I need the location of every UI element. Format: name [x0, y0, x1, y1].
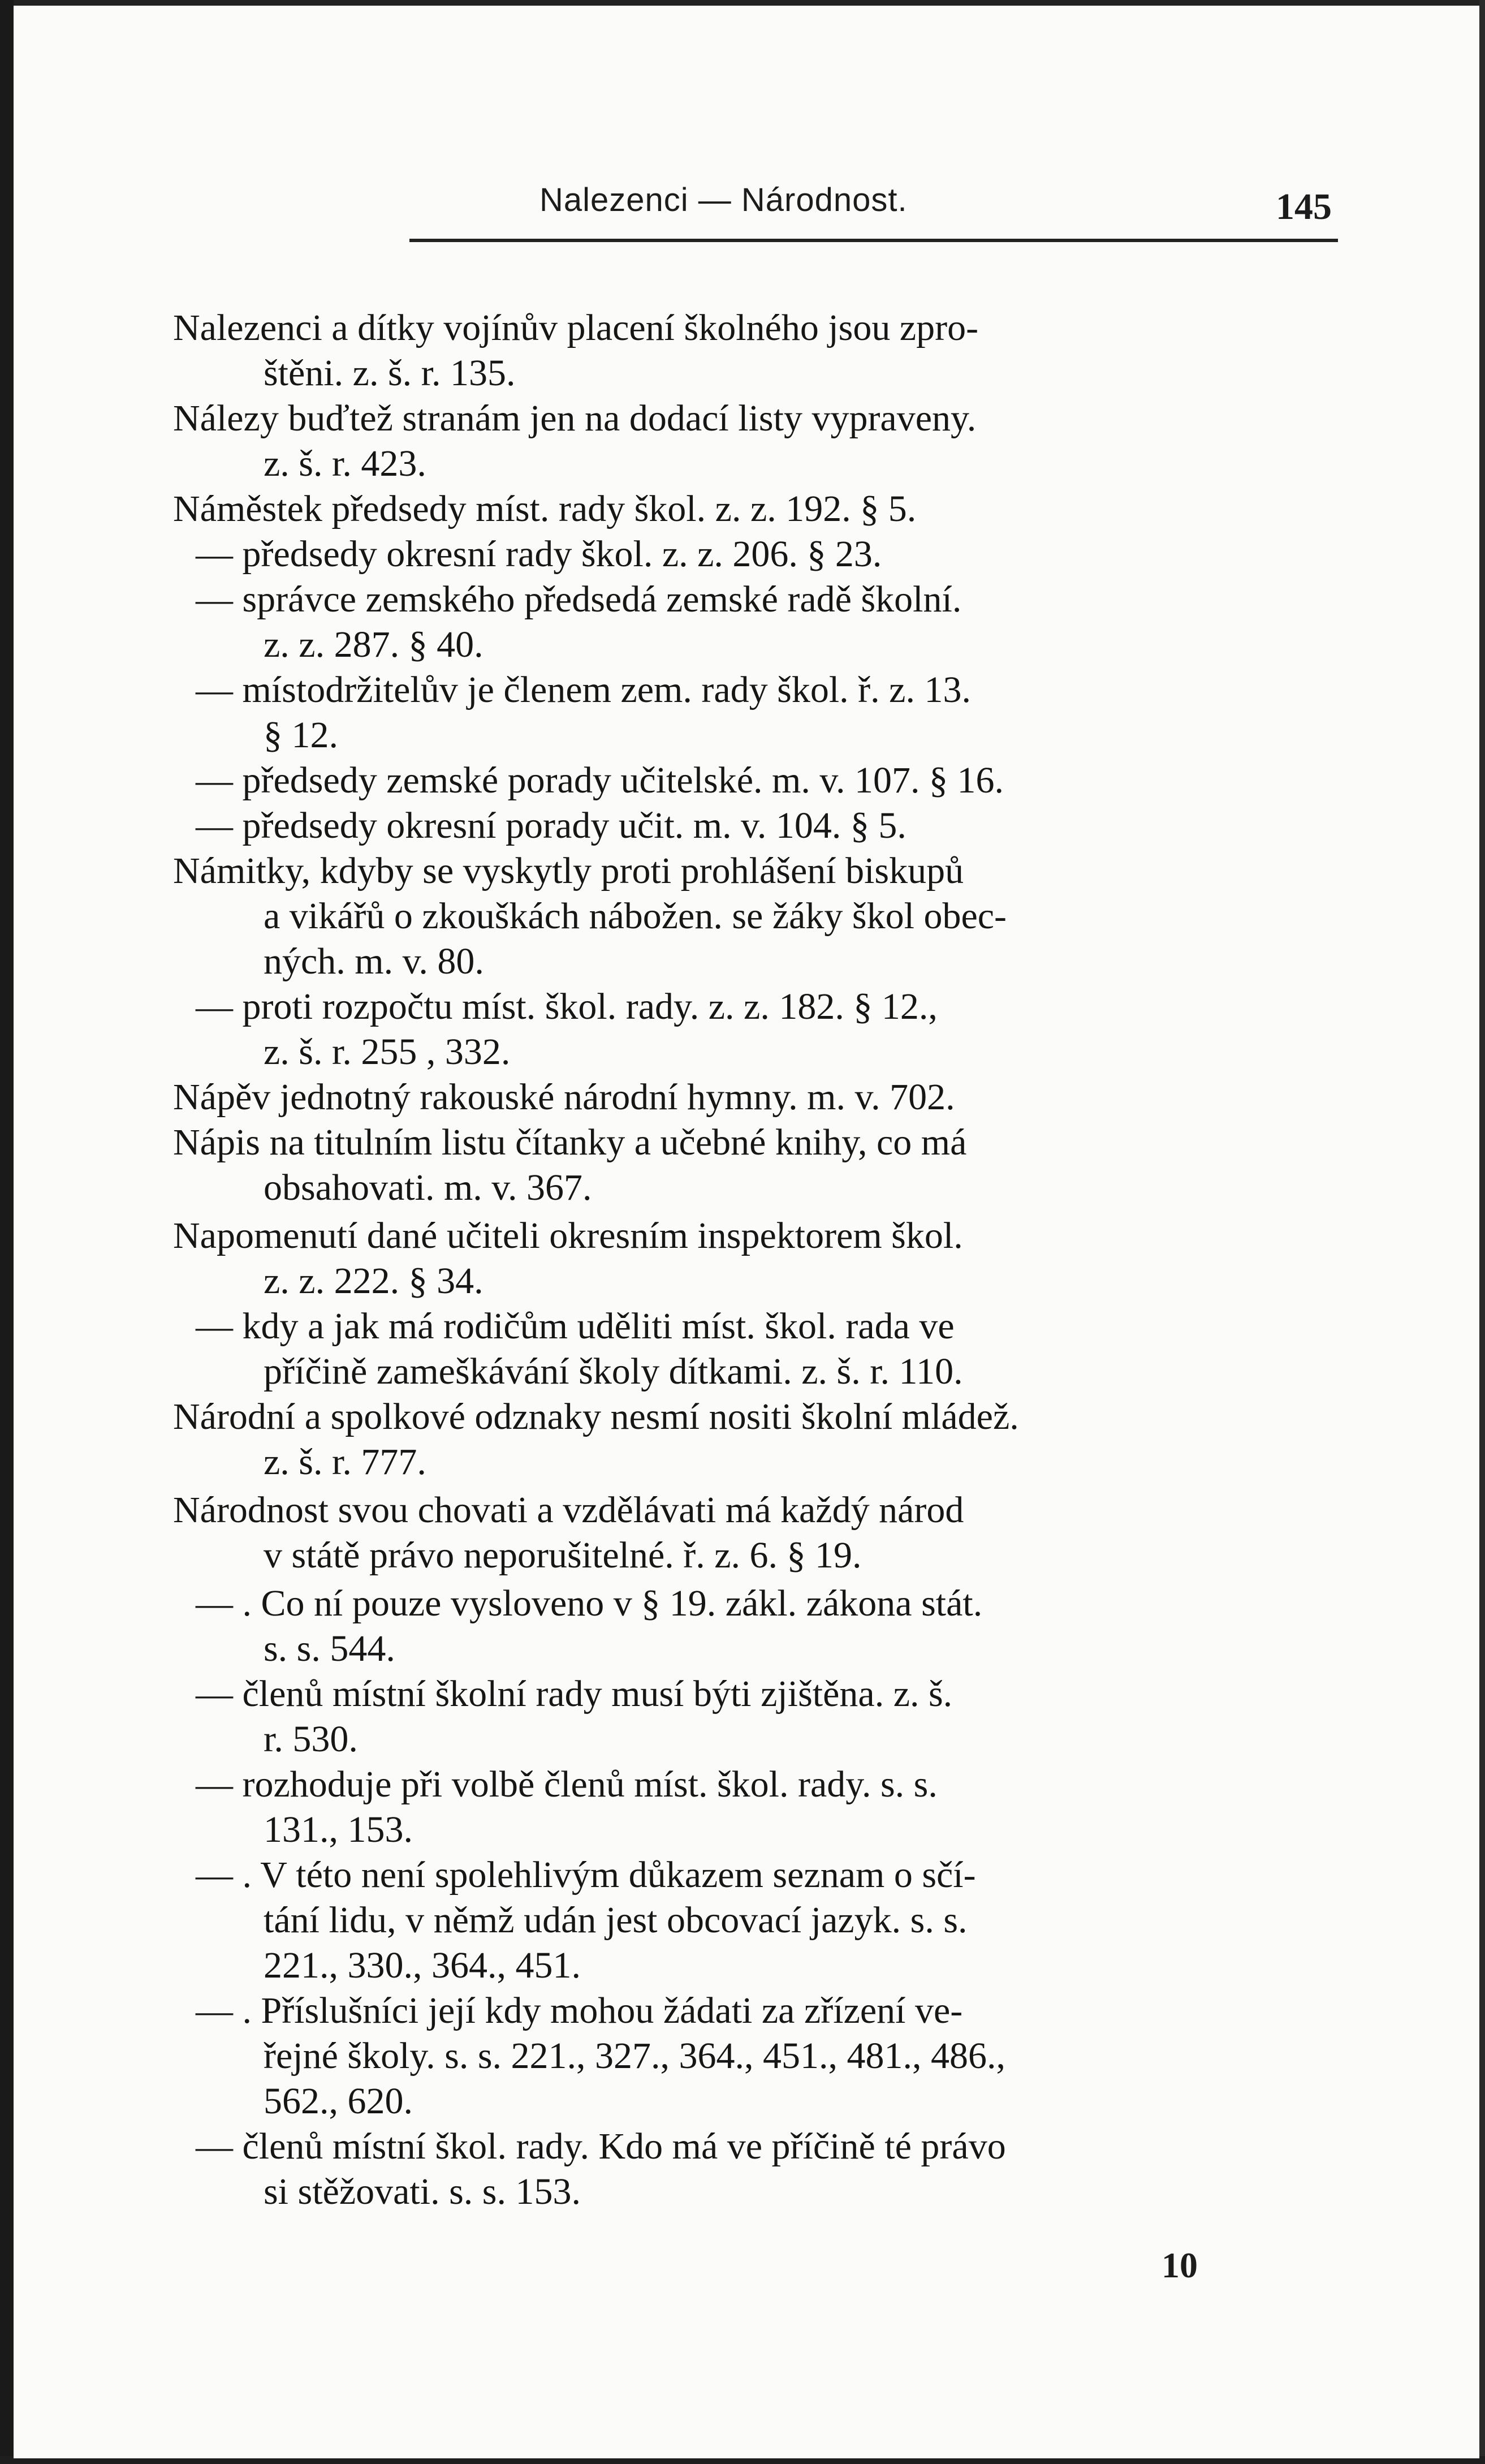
running-title: Nalezenci — Národnost.: [539, 182, 908, 218]
page-number: 145: [1276, 186, 1332, 227]
entry-line: z. š. r. 255 , 332.: [264, 1031, 511, 1072]
entry-line: — předsedy okresní rady škol. z. z. 206. § 23.: [196, 533, 882, 575]
entry-line: — kdy a jak má rodičům uděliti míst. škol. rada ve: [196, 1306, 955, 1347]
entry-line: si stěžovati. s. s. 153.: [264, 2171, 581, 2212]
entry-line: z. z. 287. § 40.: [264, 624, 484, 665]
entry-line: z. š. r. 423.: [264, 443, 426, 484]
entry-line: Napomenutí dané učiteli okresním inspektorem škol.: [173, 1215, 963, 1256]
entry-line: — předsedy zemské porady učitelské. m. v. 107. § 16.: [196, 760, 1004, 801]
entry-line: — . V této není spolehlivým důkazem seznam o sčí-: [196, 1854, 976, 1896]
entry-line: r. 530.: [264, 1718, 358, 1760]
entry-line: Nápěv jednotný rakouské národní hymny. m. v. 702.: [173, 1076, 955, 1118]
entry-line: — členů místní školní rady musí býti zjištěna. z. š.: [196, 1673, 953, 1715]
entry-line: obsahovati. m. v. 367.: [264, 1167, 592, 1208]
entry-line: tání lidu, v němž udán jest obcovací jazyk. s. s.: [264, 1899, 968, 1941]
printer-signature: 10: [1162, 2245, 1198, 2285]
header-rule: [409, 239, 1338, 242]
entry-line: — rozhoduje při volbě členů míst. škol. rady. s. s.: [196, 1764, 938, 1805]
scan-border-left: [0, 0, 14, 2464]
entry-line: — správce zemského předsedá zemské radě školní.: [196, 579, 962, 620]
entry-line: — členů místní škol. rady. Kdo má ve příčině té právo: [196, 2126, 1006, 2167]
scan-border-right: [1479, 0, 1485, 2464]
entry-line: § 12.: [264, 714, 338, 756]
entry-line: z. š. r. 777.: [264, 1441, 426, 1483]
entry-line: 131., 153.: [264, 1809, 413, 1850]
entry-line: Národnost svou chovati a vzdělávati má každý národ: [173, 1489, 964, 1531]
entry-line: — místodržitelův je členem zem. rady škol. ř. z. 13.: [196, 669, 971, 710]
entry-line: 562., 620.: [264, 2080, 413, 2122]
entry-line: a vikářů o zkouškách nábožen. se žáky škol obec-: [264, 895, 1007, 937]
entry-line: z. z. 222. § 34.: [264, 1260, 484, 1302]
entry-line: Námitky, kdyby se vyskytly proti prohlášení biskupů: [173, 850, 964, 891]
entry-line: Nálezy buďtež stranám jen na dodací listy vypraveny.: [173, 398, 977, 439]
entry-line: — . Příslušníci její kdy mohou žádati za zřízení ve-: [196, 1990, 963, 2031]
entry-line: 221., 330., 364., 451.: [264, 1945, 581, 1986]
entry-line: Nalezenci a dítky vojínův placení školného jsou zpro-: [173, 307, 979, 348]
entry-line: — předsedy okresní porady učit. m. v. 104. § 5.: [196, 805, 906, 846]
entry-line: v státě právo neporušitelné. ř. z. 6. § 19.: [264, 1535, 862, 1576]
entry-line: — . Co ní pouze vysloveno v § 19. zákl. zákona stát.: [196, 1583, 983, 1624]
entry-line: ných. m. v. 80.: [264, 941, 484, 982]
entry-line: štěni. z. š. r. 135.: [264, 352, 516, 394]
entry-line: řejné školy. s. s. 221., 327., 364., 451., 481., 486.,: [264, 2035, 1006, 2077]
scan-border-top: [0, 0, 1485, 6]
entry-line: Národní a spolkové odznaky nesmí nositi školní mládež.: [173, 1396, 1019, 1437]
entry-line: — proti rozpočtu míst. škol. rady. z. z. 182. § 12.,: [196, 986, 938, 1027]
entry-line: s. s. 544.: [264, 1628, 395, 1669]
entry-line: Nápis na titulním listu čítanky a učebné knihy, co má: [173, 1122, 967, 1163]
entry-line: příčině zameškávání školy dítkami. z. š. r. 110.: [264, 1351, 963, 1392]
book-page: [14, 6, 1479, 2458]
entry-line: Náměstek předsedy míst. rady škol. z. z. 192. § 5.: [173, 488, 917, 529]
